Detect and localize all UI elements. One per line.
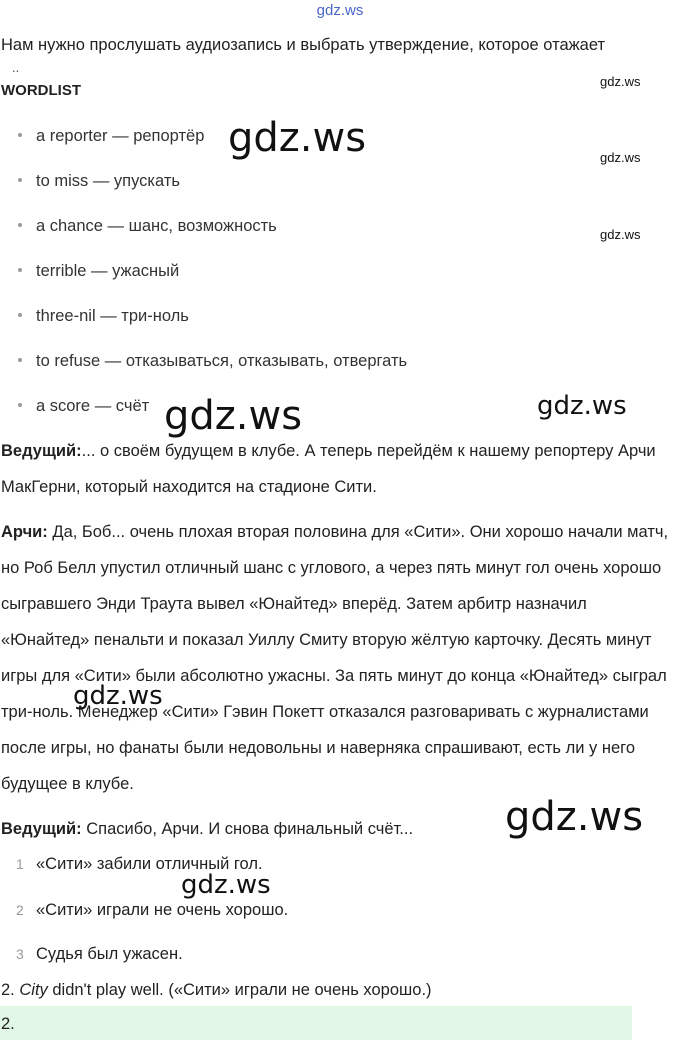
watermark: gdz.ws	[505, 794, 644, 840]
intro-text: Нам нужно прослушать аудиозапись и выбрать утверждение, которое отажает	[1, 36, 606, 54]
bullet-icon	[18, 268, 22, 272]
speech-text: Спасибо, Арчи. И снова финальный счёт...	[81, 820, 414, 838]
watermark: gdz.ws	[600, 74, 641, 89]
bullet-icon	[18, 358, 22, 362]
speaker-label: Арчи:	[1, 523, 48, 541]
speaker-label: Ведущий:	[1, 820, 82, 838]
bullet-icon	[18, 313, 22, 317]
watermark: gdz.ws	[228, 115, 367, 161]
bullet-icon	[18, 133, 22, 137]
bullet-icon	[18, 223, 22, 227]
transcript-host-intro	[1, 433, 677, 505]
watermark: gdz.ws	[537, 391, 627, 421]
watermark: gdz.ws	[600, 150, 641, 165]
speech-text: Да, Боб... очень плохая вторая половина для «Сити». Они хорошо начали матч, но Роб Белл упустил отличный шанс с углового, а через пять минут гол очень хорошо сыгравшего Энди Траута вывел «Юнайтед» вперёд. Затем арбитр назначил «Юнайтед» пенальти и показал Уиллу Смиту вторую жёлтую карточку. Десять минут игры для «Сити» были абсолютно ужасны. За пять минут до конца «Юнайтед» сыграл три-ноль. Менеджер «Сити» Гэвин Покетт отказался разговаривать с журналистами после игры, но фанаты были недовольны и наверняка спрашивают, есть ли у него будущее в клубе.	[1, 523, 669, 793]
bullet-icon	[18, 178, 22, 182]
watermark: gdz.ws	[164, 393, 303, 439]
transcript-archie	[1, 514, 677, 802]
speaker-label: Ведущий:	[1, 442, 82, 460]
watermark: gdz.ws	[181, 870, 271, 900]
intro-continuation: ..	[12, 60, 20, 75]
speech-text: ... о своём будущем в клубе. А теперь перейдём к нашему репортеру Арчи МакГерни, который находится на стадионе Сити.	[1, 442, 656, 496]
result-box: 2.	[0, 1006, 632, 1040]
watermark: gdz.ws	[600, 227, 641, 242]
watermark: gdz.ws	[73, 681, 163, 711]
answer-text: 2. City didn't play well. («Сити» играли не очень хорошо.)	[1, 981, 432, 999]
wordlist-title: WORDLIST	[1, 82, 81, 99]
bullet-icon	[18, 403, 22, 407]
site-watermark-top[interactable]: gdz.ws	[316, 2, 364, 19]
